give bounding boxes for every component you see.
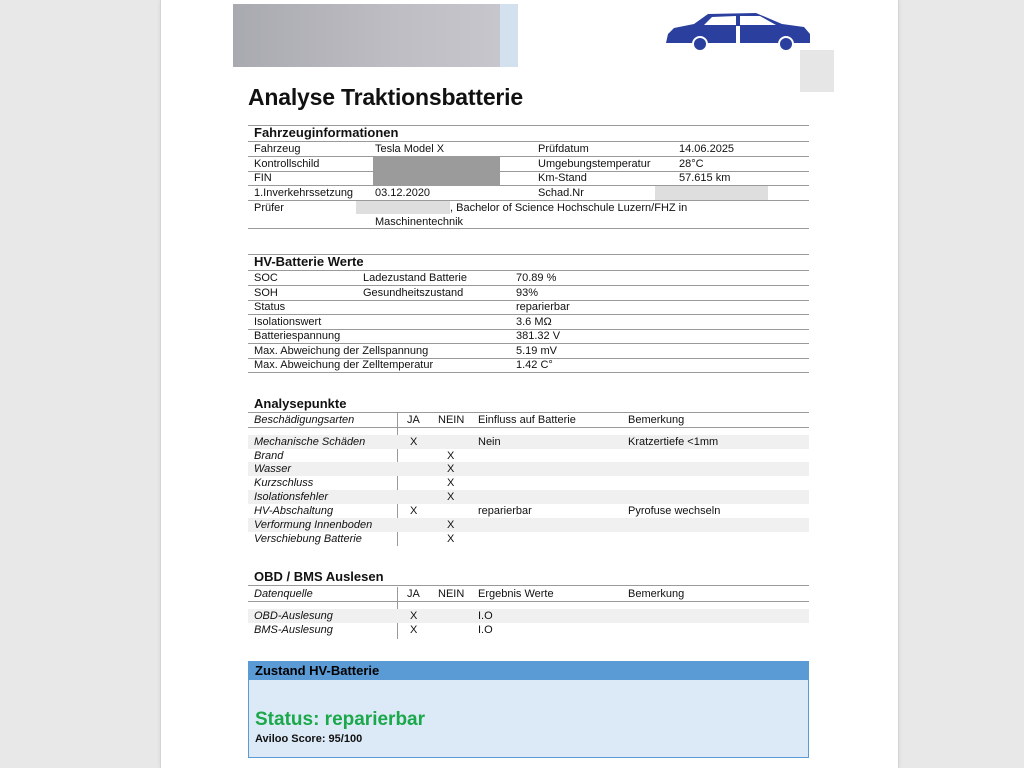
hv-value: reparierbar (516, 301, 570, 313)
analysis-col-ja: JA (407, 414, 420, 426)
fin-label: FIN (254, 172, 272, 184)
redacted-examiner-name (356, 201, 450, 214)
hv-label: Isolationswert (254, 315, 322, 328)
hv-value-row (248, 344, 809, 359)
hv-value: 70.89 % (516, 272, 557, 284)
obd-columns-row (248, 587, 809, 602)
fahrzeug-value: Tesla Model X (375, 143, 445, 155)
damage-type: Verformung Innenboden (254, 519, 373, 531)
aviloo-score: Aviloo Score: 95/100 (255, 733, 363, 745)
hv-value-row (248, 300, 809, 315)
hv-value: 3.6 MΩ (516, 315, 552, 328)
redacted-logo (233, 4, 501, 67)
pruefdatum-value: 14.06.2025 (679, 143, 735, 155)
analysis-row (248, 462, 809, 476)
hv-value: 1.42 C° (516, 359, 553, 371)
analysis-heading-row (248, 397, 809, 413)
analysis-col-type: Beschädigungsarten (254, 414, 355, 426)
nein-mark: X (447, 463, 455, 475)
nein-mark: X (447, 450, 455, 462)
battery-status-panel (248, 661, 809, 758)
hv-label: SOC (254, 272, 278, 284)
vehicle-info-heading: Fahrzeuginformationen (254, 125, 399, 140)
hv-desc: Gesundheitszustand (363, 286, 464, 299)
vehicle-info-header-row (248, 125, 809, 142)
damage-type: Mechanische Schäden (254, 436, 366, 448)
analysis-heading: Analysepunkte (254, 396, 347, 411)
hv-value-row (248, 286, 809, 301)
pruefdatum-label: Prüfdatum (538, 143, 589, 155)
pruefer-value-line2: Maschinentechnik (375, 216, 464, 228)
result-value: I.O (478, 610, 493, 622)
redacted-corner-box (800, 50, 834, 92)
hv-values-heading: HV-Batterie Werte (254, 254, 364, 269)
document-page (160, 0, 899, 768)
ja-mark: X (410, 624, 418, 636)
vehicle-row-3 (248, 171, 809, 186)
ja-mark: X (410, 436, 418, 448)
obd-heading-row (248, 570, 809, 586)
redacted-schad-nr (655, 186, 768, 200)
hv-label: Batteriespannung (254, 330, 341, 342)
umgebung-value: 28°C (679, 158, 704, 170)
hv-value-row (248, 329, 809, 344)
obd-heading: OBD / BMS Auslesen (254, 569, 384, 584)
analysis-row (248, 449, 809, 463)
result-value: I.O (478, 624, 493, 636)
pruefer-value-line1: , Bachelor of Science Hochschule Luzern/FHZ in (450, 202, 688, 214)
analysis-columns-row (248, 413, 809, 428)
vehicle-row-2 (248, 157, 809, 172)
nein-mark: X (447, 519, 455, 531)
hv-value-row (248, 315, 809, 330)
analysis-col-nein: NEIN (438, 414, 465, 426)
nein-mark: X (447, 491, 455, 503)
obd-col-ja: JA (407, 588, 420, 600)
km-value: 57.615 km (679, 172, 731, 184)
damage-type: Wasser (254, 463, 292, 475)
kontrollschild-label: Kontrollschild (254, 158, 320, 170)
hv-label: Status (254, 301, 286, 313)
remark: Kratzertiefe <1mm (628, 436, 719, 448)
hv-label: Max. Abweichung der Zelltemperatur (254, 359, 434, 371)
page-title: Analyse Traktionsbatterie (248, 84, 523, 110)
schad-label: Schad.Nr (538, 187, 584, 199)
damage-type: HV-Abschaltung (254, 505, 334, 517)
vehicle-row-5 (248, 201, 809, 229)
hv-label: Max. Abweichung der Zellspannung (254, 344, 429, 357)
nein-mark: X (447, 477, 455, 489)
hv-desc: Ladezustand Batterie (363, 272, 467, 284)
analysis-row (248, 490, 809, 504)
km-label: Km-Stand (538, 172, 587, 184)
status-panel-heading: Zustand HV-Batterie (249, 662, 808, 680)
hv-value-row (248, 358, 809, 373)
umgebung-label: Umgebungstemperatur (538, 158, 651, 170)
status-text: Status: reparierbar (255, 709, 426, 730)
damage-type: Isolationsfehler (254, 491, 328, 503)
analysis-col-effect: Einfluss auf Batterie (478, 414, 576, 426)
nein-mark: X (447, 533, 455, 545)
damage-type: Brand (254, 450, 284, 462)
car-icon (664, 10, 812, 52)
vehicle-row-1 (248, 142, 809, 157)
analysis-row (248, 504, 809, 518)
data-source: BMS-Auslesung (254, 624, 333, 636)
remark: Pyrofuse wechseln (628, 505, 721, 517)
fahrzeug-label: Fahrzeug (254, 143, 301, 155)
hv-label: SOH (254, 286, 278, 299)
damage-type: Verschiebung Batterie (254, 533, 362, 545)
obd-col-nein: NEIN (438, 588, 465, 600)
battery-effect: reparierbar (478, 505, 532, 517)
ja-mark: X (410, 505, 418, 517)
obd-row (248, 623, 809, 637)
logo-edge (500, 4, 518, 67)
inverkehr-value: 03.12.2020 (375, 187, 431, 199)
hv-value: 93% (516, 286, 539, 299)
obd-col-result: Ergebnis Werte (478, 588, 554, 600)
analysis-row (248, 532, 809, 546)
analysis-row (248, 476, 809, 490)
obd-col-source: Datenquelle (254, 588, 313, 600)
hv-values-header-row (248, 254, 809, 271)
ja-mark: X (410, 610, 418, 622)
analysis-row (248, 518, 809, 532)
hv-value-row (248, 271, 809, 286)
analysis-col-note: Bemerkung (628, 414, 685, 426)
battery-effect: Nein (478, 436, 501, 448)
damage-type: Kurzschluss (254, 477, 314, 489)
hv-value: 381.32 V (516, 330, 561, 342)
pruefer-label: Prüfer (254, 202, 284, 214)
obd-row (248, 609, 809, 623)
analysis-row (248, 435, 809, 449)
inverkehr-label: 1.Inverkehrssetzung (254, 187, 354, 199)
obd-col-note: Bemerkung (628, 588, 685, 600)
redacted-plate-fin (373, 156, 500, 186)
hv-value: 5.19 mV (516, 344, 557, 357)
data-source: OBD-Auslesung (254, 610, 333, 622)
